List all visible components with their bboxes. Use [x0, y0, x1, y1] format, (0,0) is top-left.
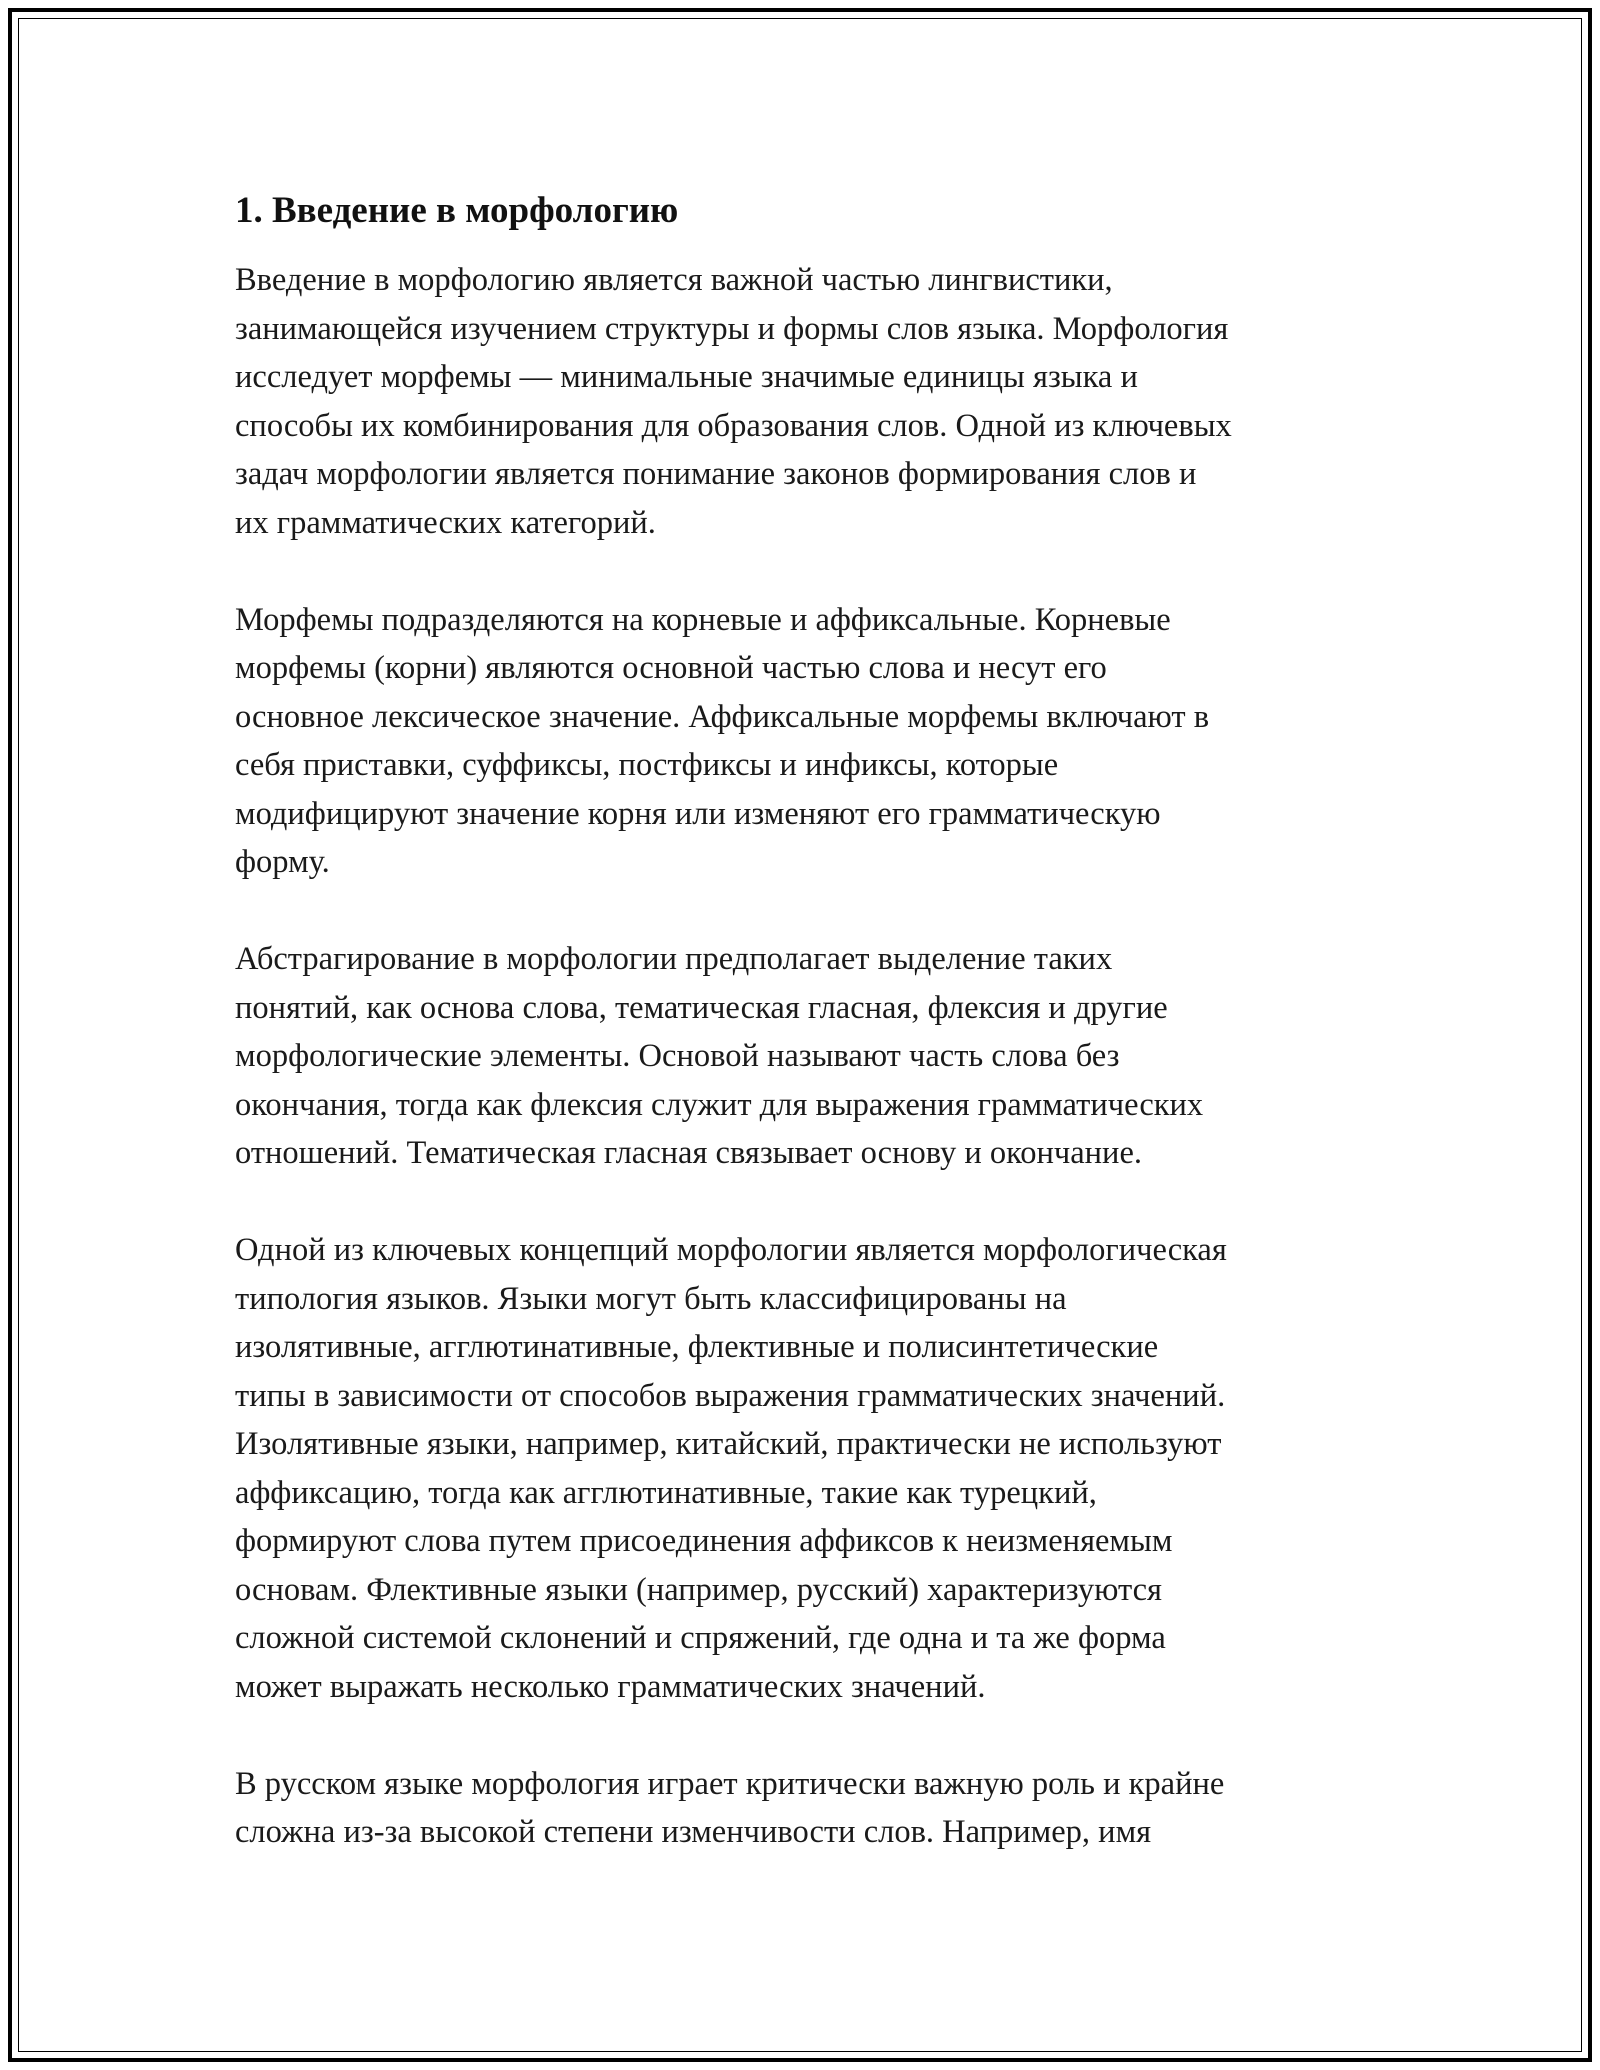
text-line: модифицируют значение корня или изменяют его грамматическую	[235, 795, 1161, 832]
text-line: изолятивные, агглютинативные, флективные и полисинтетические	[235, 1329, 1159, 1365]
text-line: себя приставки, суффиксы, постфиксы и инфиксы, которые	[235, 747, 1059, 783]
paragraph-3	[235, 935, 1385, 1178]
text-line: Введение в морфологию является важной частью лингвистики,	[235, 262, 1113, 298]
text-line: типология языков. Языки могут быть классифицированы на	[235, 1280, 1067, 1317]
text-line: может выражать несколько грамматических значений.	[235, 1668, 986, 1705]
section-heading: 1. Введение в морфологию	[235, 190, 679, 231]
text-line: В русском языке морфология играет критически важную роль и крайне	[235, 1765, 1225, 1802]
text-line: Морфемы подразделяются на корневые и аффиксальные. Корневые	[235, 601, 1171, 638]
text-line: понятий, как основа слова, тематическая гласная, флексия и другие	[235, 989, 1168, 1026]
text-line: формируют слова путем присоединения аффиксов к неизменяемым	[235, 1523, 1173, 1559]
text-line: основам. Флективные языки (например, русский) характеризуются	[235, 1571, 1162, 1608]
text-line: основное лексическое значение. Аффиксальные морфемы включают в	[235, 698, 1210, 735]
text-line: сложна из-за высокой степени изменчивости слов. Например, имя	[235, 1814, 1152, 1850]
text-line: типы в зависимости от способов выражения грамматических значений.	[235, 1377, 1226, 1414]
document-body	[235, 186, 1385, 1905]
paragraph-4	[235, 1226, 1385, 1711]
paragraph-1	[235, 256, 1385, 547]
text-line: сложной системой склонений и спряжений, где одна и та же форма	[235, 1620, 1166, 1656]
text-line: их грамматических категорий.	[235, 504, 656, 541]
text-line: морфологические элементы. Основой называют часть слова без	[235, 1038, 1120, 1074]
text-line: аффиксацию, тогда как агглютинативные, такие как турецкий,	[235, 1474, 1097, 1511]
text-line: способы их комбинирования для образования слов. Одной из ключевых	[235, 407, 1232, 444]
text-line: исследует морфемы — минимальные значимые единицы языка и	[235, 359, 1138, 395]
text-line: Абстрагирование в морфологии предполагает выделение таких	[235, 941, 1113, 977]
text-line: морфемы (корни) являются основной частью слова и несут его	[235, 650, 1107, 686]
text-line: отношений. Тематическая гласная связывает основу и окончание.	[235, 1135, 1143, 1171]
text-line: Одной из ключевых концепций морфологии является морфологическая	[235, 1232, 1227, 1268]
paragraph-2	[235, 596, 1385, 887]
text-line: форму.	[235, 844, 330, 880]
text-line: окончания, тогда как флексия служит для выражения грамматических	[235, 1086, 1204, 1123]
paragraph-5	[235, 1760, 1385, 1857]
text-line: Изолятивные языки, например, китайский, практически не используют	[235, 1426, 1222, 1462]
text-line: задач морфологии является понимание законов формирования слов и	[235, 456, 1197, 492]
text-line: занимающейся изучением структуры и формы слов языка. Морфология	[235, 310, 1229, 347]
